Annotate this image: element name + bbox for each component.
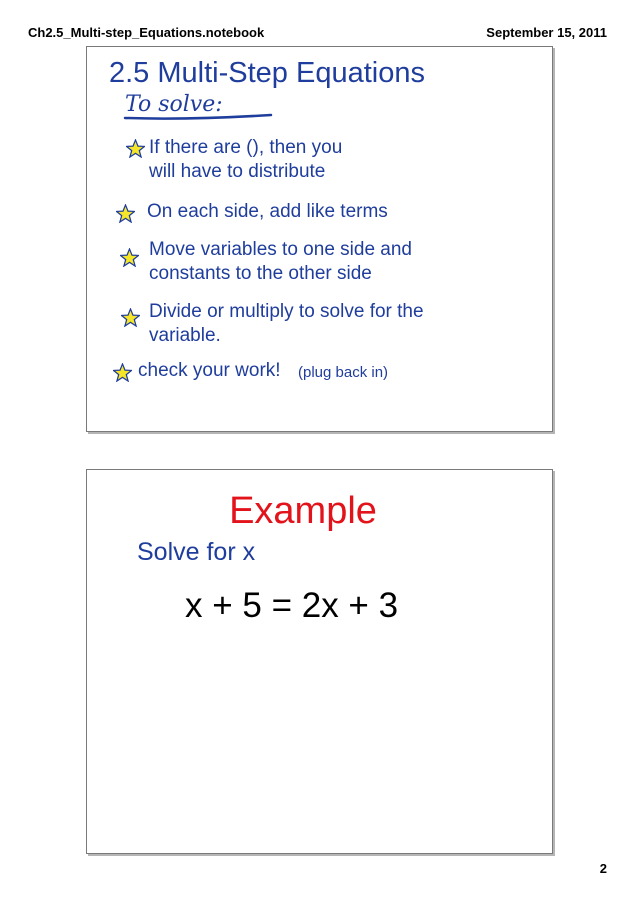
step-move-variables-line2: constants to the other side (149, 263, 372, 284)
step-move-variables (149, 238, 412, 286)
solve-instruction: Solve for x (137, 538, 256, 566)
step-divide-multiply-line2: variable. (149, 325, 221, 346)
slide-steps (86, 46, 553, 432)
star-icon (120, 248, 139, 267)
step-check-work-note: (plug back in) (298, 364, 389, 381)
page-number: 2 (599, 861, 607, 876)
star-icon (126, 139, 145, 158)
step-distribute-line1: If there are (), then you (149, 137, 343, 158)
star-icon (121, 308, 140, 327)
step-like-terms: On each side, add like terms (147, 201, 388, 222)
equation: x + 5 = 2x + 3 (185, 586, 399, 625)
slide-title: 2.5 Multi-Step Equations (109, 57, 425, 89)
step-divide-multiply (149, 300, 424, 348)
step-distribute-line2: will have to distribute (149, 161, 326, 182)
step-check-work: check your work! (138, 360, 281, 381)
notebook-filename: Ch2.5_Multi-step_Equations.notebook (28, 25, 265, 40)
handwritten-heading-text: To solve: (125, 92, 223, 117)
handwritten-heading (121, 91, 281, 126)
step-divide-multiply-line1: Divide or multiply to solve for the (149, 301, 424, 322)
step-distribute (149, 136, 342, 184)
step-move-variables-line1: Move variables to one side and (149, 239, 412, 260)
slide-example (86, 469, 553, 854)
example-heading: Example (229, 490, 377, 532)
header-date: September 15, 2011 (486, 25, 607, 40)
star-icon (113, 363, 132, 382)
star-icon (116, 204, 135, 223)
